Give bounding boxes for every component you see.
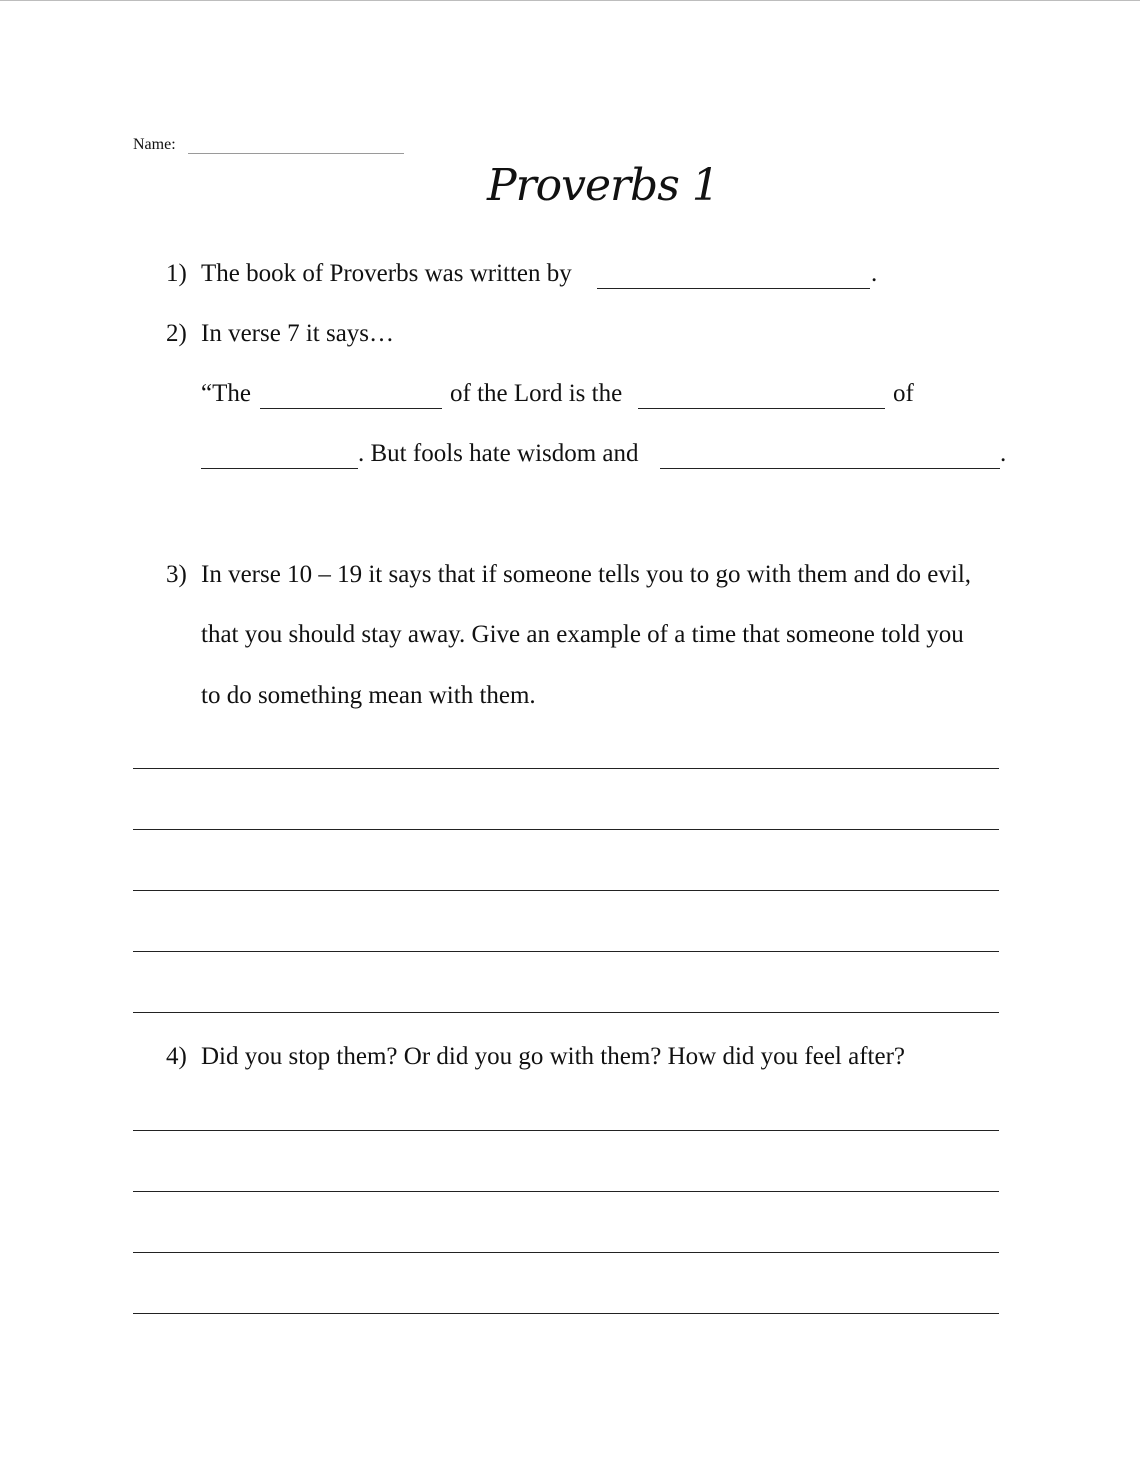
question-3-line-2: that you should stay away. Give an example of a time that someone told you xyxy=(201,621,964,648)
question-4-answer-line[interactable] xyxy=(133,1313,999,1314)
question-4-answer-line[interactable] xyxy=(133,1252,999,1253)
verse-blank-3[interactable] xyxy=(201,468,358,469)
question-2-number: 2) xyxy=(166,320,187,347)
question-3-answer-line[interactable] xyxy=(133,890,999,891)
question-3-answer-line[interactable] xyxy=(133,1012,999,1013)
verse-blank-1[interactable] xyxy=(260,408,442,409)
verse-line-1-middle: of the Lord is the xyxy=(450,380,623,407)
question-1-number: 1) xyxy=(166,260,187,287)
question-4-text: Did you stop them? Or did you go with them? How did you feel after? xyxy=(201,1043,906,1070)
question-3-answer-line[interactable] xyxy=(133,951,999,952)
verse-line-2-middle: . But fools hate wisdom and xyxy=(358,440,639,467)
question-1-period: . xyxy=(871,260,878,287)
question-4-number: 4) xyxy=(166,1043,187,1070)
verse-blank-4[interactable] xyxy=(660,468,1000,469)
question-2-intro: In verse 7 it says… xyxy=(201,320,395,347)
question-3-line-1: In verse 10 – 19 it says that if someone tells you to go with them and do evil, xyxy=(201,561,972,588)
question-3-answer-line[interactable] xyxy=(133,768,999,769)
verse-line-1-start: “The xyxy=(201,380,251,407)
verse-line-1-end: of xyxy=(893,380,914,407)
verse-blank-2[interactable] xyxy=(638,408,885,409)
question-1-text: The book of Proverbs was written by xyxy=(201,260,572,287)
question-1-answer-blank[interactable] xyxy=(597,288,870,289)
name-field[interactable] xyxy=(188,153,404,154)
question-4-answer-line[interactable] xyxy=(133,1130,999,1131)
question-3-answer-line[interactable] xyxy=(133,829,999,830)
question-3-number: 3) xyxy=(166,561,187,588)
verse-line-2-end: . xyxy=(1000,440,1007,467)
question-3-line-3: to do something mean with them. xyxy=(201,682,536,709)
page-title: Proverbs 1 xyxy=(487,160,719,211)
question-4-answer-line[interactable] xyxy=(133,1191,999,1192)
page-top-border xyxy=(0,0,1140,1)
name-label: Name: xyxy=(133,136,176,153)
